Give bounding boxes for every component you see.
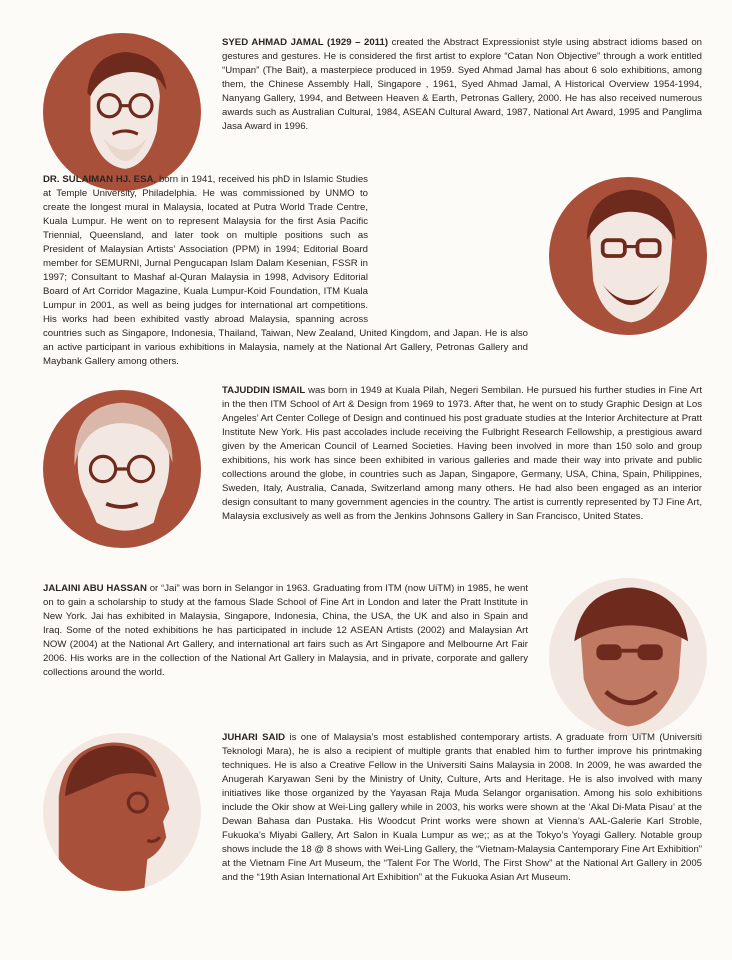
portrait-elderly-man-glasses-icon: [43, 33, 201, 191]
artist-name: JUHARI SAID: [222, 732, 286, 743]
artist-bio-text: , born in 1941, received his phD in Islamic Studies at Temple University, Philadelphia. He was commissioned by UNMO to create the longest mural in Malaysia, located at Putra World Trade Centre, Kuala Lumpur. He went on to represent Malaysia for the first Asia Pacific Triennial, Queensland, and later took on multiple positions such as President of Malaysian Artists’ Association (PPM) in 1994; Editorial Board member for SEMURNI, Jurnal Pengucapan Islam Dalam Kesenian, FSSR in 1997; Consultant to Mashaf al-Quran Malaysia in 1998, Advisory Editorial Board of Art Corridor Magazine, Kuala Lumpur-Koid Foundation, ITM Kuala Lumpur in 2001, as well as being judges for international art competitions. His works had been exhibited vastly abroad Malaysia, spanning across countries such as Singapore, Indonesia, Thailand, Taiwan, New Zealand, United Kingdom, and Japan. He is also an active participant in various exhibitions in Malaysia, namely at the National Art Gallery, Petronas Gallery and Maybank Gallery among others.: [43, 174, 528, 367]
portrait-float-space: [368, 173, 528, 323]
bio-tajuddin-ismail: [222, 384, 702, 524]
portrait-man-bandana-glasses-icon: [549, 578, 707, 736]
artist-bio-text: or “Jai” was born in Selangor in 1963. Graduating from ITM (now UiTM) in 1985, he went on to gain a scholarship to study at the famous Slade School of Fine Art in London and later the Pratt Institute in New York. Jai has exhibited in Malaysia, Singapore, Indonesia, China, the USA, the UK and also in Spain and Iraq. Some of the noted exhibitions he has participated in include 12 ASEAN Artists (2002) and Malaysian Art NOW (2004) at the National Art Gallery, and international art fairs such as Art Singapore and Melbourne Art Fair 2006. His works are in the collection of the National Art Gallery in Malaysia, and in private, corporate and gallery collections around the world.: [43, 583, 528, 678]
artist-bio-text: created the Abstract Expressionist style using abstract idioms based on gestures and gestures. He is considered the first artist to explore “Catan Non Objective” through a work entitled “Umpan” (The Bait), a masterpiece produced in 1959. Syed Ahmad Jamal has about 6 solo exhibitions, among them, the Chinese Assembly Hall, Singapore , 1961, Syed Ahmad Jamal, A Historical Overview 1954-1994, Nanyang Gallery, 1994, and Between Heaven & Earth, Petronas Gallery, 2000. He has also received numerous awards such as Australian Cultural, 1984, ASEAN Cultural Award, 1987, National Art Award, 1995 and Panglima Jasa Award in 1996.: [222, 37, 702, 132]
artist-bio-text: is one of Malaysia’s most established contemporary artists. A graduate from UiTM (Universiti Teknologi Mara), he is also a recipient of multiple grants that enabled him to further improve his printmaking techniques. He is also a Creative Fellow in the Universiti Sains Malaysia in 2008. In 2009, he was awarded the Anugerah Karyawan Seni by the Ministry of Unity, Culture, Arts and Heritage. He is also involved with many initiatives like those organized by the Yayasan Raja Muda Selangor organisation. Among his solo exhibitions include the Okir show at Wei-Ling gallery while in 2003, his works were shown at the ‘Akal Di-Mata Pisau’ at the Dewan Bahasa dan Pustaka. His Woodcut Print works were shown at Vienna’s AAL-Galerie Karl Stroble, Fukuoka’s Miyabi Gallery, Art Salon in Kuala Lumpur as we;; as at the Tokyo’s Yoyagi Gallery. Notable group shows include the 18 @ 8 shows with Wei-Ling Gallery, the “Vietnam-Malaysia Cantemporary Fine Art Exhibition” at the Vietnam Fine Art Museum, the “Talent For The World, The First Show” at the National Art Gallery in 2005 and the “19th Asian International Art Exhibition” at the Fukuoka Asian Art Museum.: [222, 732, 702, 883]
bio-juhari-said: [222, 731, 702, 885]
artist-name: DR. SULAIMAN HJ. ESA: [43, 174, 154, 185]
portrait-man-glasses-beard-icon: [549, 177, 707, 335]
artist-bio-text: was born in 1949 at Kuala Pilah, Negeri Sembilan. He pursued his further studies in Fine Art in the then ITM School of Art & Design from 1969 to 1973. After that, he went on to study Graphic Design at Los Angeles’ Art Center College of Design and continued his post graduate studies at the Interior Architecture at Pratt Institute New York. His past accolades include receiving the Fulbright Research Fellowship, a prestigious award given by the American Council of Learned Societies. Having been involved in more than 150 solo and group exhibitions, his work has since been exhibited in various galleries and made their way into private and public collections around the globe, in countries such as Japan, Singapore, Germany, USA, China, Spain, Philippines, Sweden, Italy, Australia, Canada, Switzerland among many others. He had also been engaged as an interior design consultant to many government agencies in the country. The artist is currently represented by TJ Fine Art, Malaysia exclusively as well as from the Jenkins Johnsons Gallery in San Francisco, United States.: [222, 385, 703, 522]
artist-name: TAJUDDIN ISMAIL: [222, 385, 306, 396]
bio-sulaiman-esa: [43, 173, 528, 369]
bio-jalaini-abu-hassan: [43, 582, 528, 680]
artist-name: SYED AHMAD JAMAL (1929 – 2011): [222, 37, 389, 48]
portrait-syed-ahmad-jamal: [43, 33, 201, 191]
artist-name: JALAINI ABU HASSAN: [43, 583, 147, 594]
portrait-sulaiman-esa: [549, 177, 707, 335]
portrait-man-profile-icon: [43, 733, 201, 891]
portrait-jalaini-abu-hassan: [549, 578, 707, 736]
portrait-juhari-said: [43, 733, 201, 891]
bio-syed-ahmad-jamal: [222, 36, 702, 134]
portrait-grey-hair-glasses-icon: [43, 390, 201, 548]
portrait-tajuddin-ismail: [43, 390, 201, 548]
